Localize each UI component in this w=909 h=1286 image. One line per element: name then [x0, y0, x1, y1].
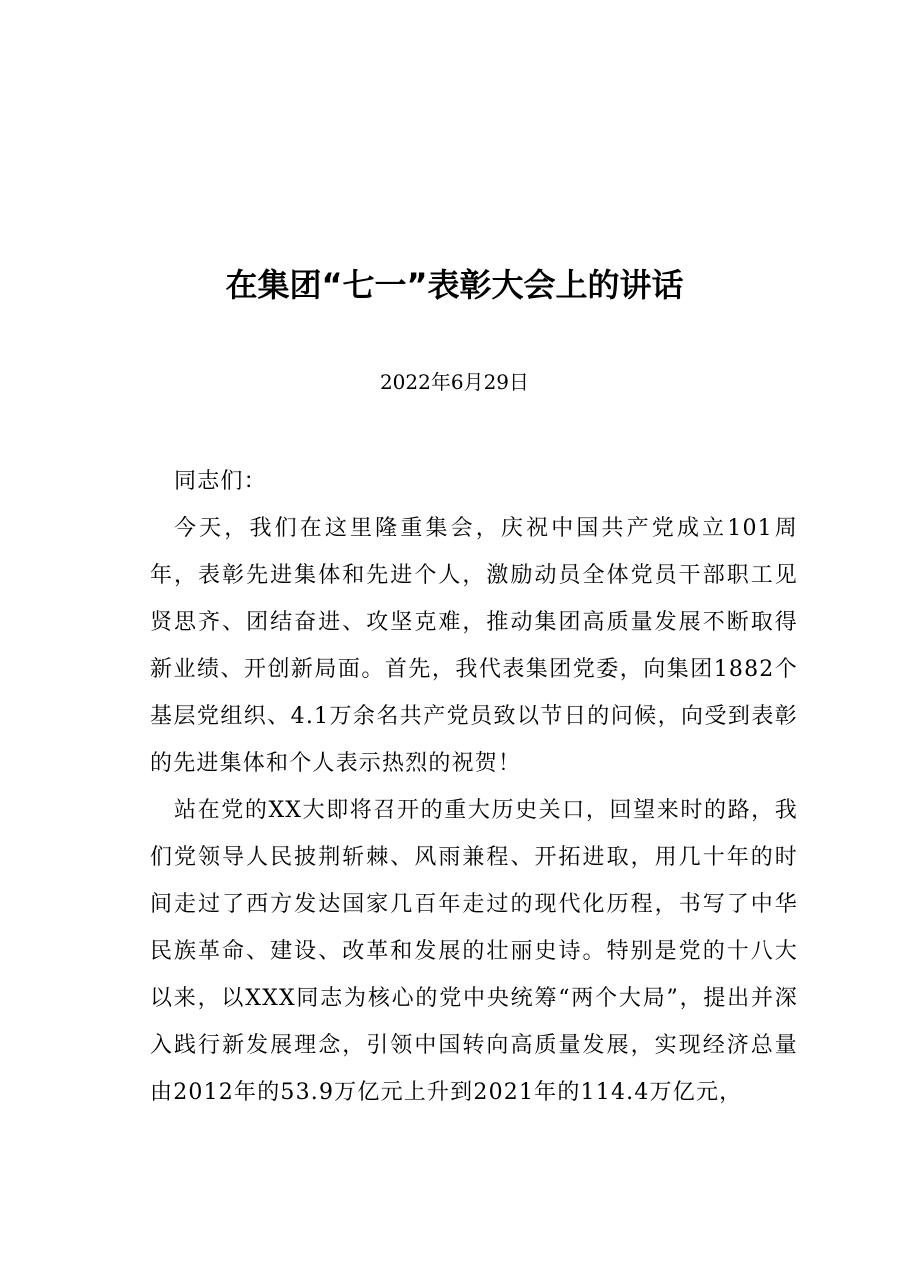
salutation: 同志们： — [174, 469, 267, 494]
document-title: 在集团“七一”表彰大会上的讲话 — [225, 266, 684, 304]
paragraph-1: 今天，我们在这里隆重集会，庆祝中国共产党成立101周年，表彰先进集体和先进个人，激励动员全体党员干部职工见贤思齐、团结奋进、攻坚克难，推动集团高质量发展不断取得新业绩、开创新局面。首先，我代表集团党委，向集团1882个基层党组织、4.1万余名共产党员致以节日的问候，向受到表彰的先进集体和个人表示热烈的祝贺！ — [150, 516, 798, 776]
document-body — [150, 458, 798, 1116]
paragraph-2: 站在党的XX大即将召开的重大历史关口，回望来时的路，我们党领导人民披荆斩棘、风雨兼程、开拓进取，用几十年的时间走过了西方发达国家几百年走过的现代化历程，书写了中华民族革命、建设、改革和发展的壮丽史诗。特别是党的十八大以来，以XXX同志为核心的党中央统筹“两个大局”，提出并深入践行新发展理念，引领中国转向高质量发展，实现经济总量由2012年的53.9万亿元上升到2021年的114.4万亿元， — [150, 798, 798, 1105]
document-date: 2022年6月29日 — [379, 370, 530, 394]
